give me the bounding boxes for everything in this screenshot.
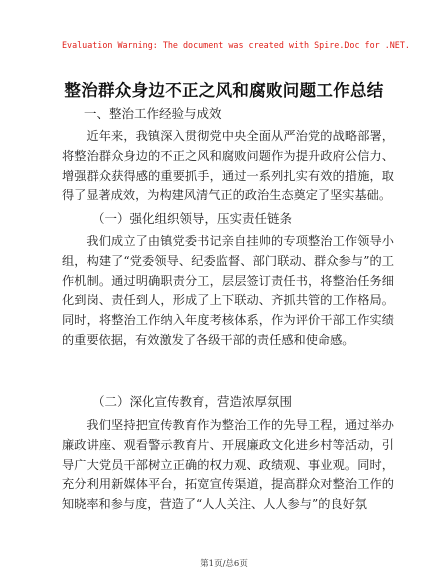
page-footer: 第1页/总6页	[200, 559, 248, 569]
subsection-heading-2: （二）深化宣传教育，营造浓厚氛围	[92, 394, 293, 409]
section-1-paragraph: 近年来，我镇深入贯彻党中央全面从严治党的战略部署，将整治群众身边的不正之风和腐败问题作为提升政府公信力、增强群众获得感的重要抓手，通过一系列扎实有效的措施，取得了显著成效，为构建风清气正的政治生态奠定了坚实基础。	[62, 129, 394, 203]
subsection-1-paragraph: 我们成立了由镇党委书记亲自挂帅的专项整治工作领导小组，构建了“党委领导、纪委监督、部门联动、群众参与”的工作机制。通过明确职责分工，层层签订责任书，将整治任务细化到岗、责任到人，形成了上下联动、齐抓共管的工作格局。同时，将整治工作纳入年度考核体系，作为评价干部工作实绩的重要依据，有效激发了各级干部的责任感和使命感。	[62, 234, 394, 347]
document-title: 整治群众身边不正之风和腐败问题工作总结	[64, 81, 384, 100]
subsection-heading-1: （一）强化组织领导，压实责任链条	[92, 211, 293, 226]
evaluation-warning: Evaluation Warning: The document was created with Spire.Doc for .NET.	[62, 40, 410, 50]
subsection-2-paragraph: 我们坚持把宣传教育作为整治工作的先导工程，通过举办廉政讲座、观看警示教育片、开展廉政文化进乡村等活动，引导广大党员干部树立正确的权力观、政绩观、事业观。同时，充分利用新媒体平台，拓宽宣传渠道，提高群众对整治工作的知晓率和参与度，营造了“人人关注、人人参与”的良好氛	[62, 418, 394, 512]
section-heading-1: 一、整治工作经验与成效	[84, 106, 222, 121]
